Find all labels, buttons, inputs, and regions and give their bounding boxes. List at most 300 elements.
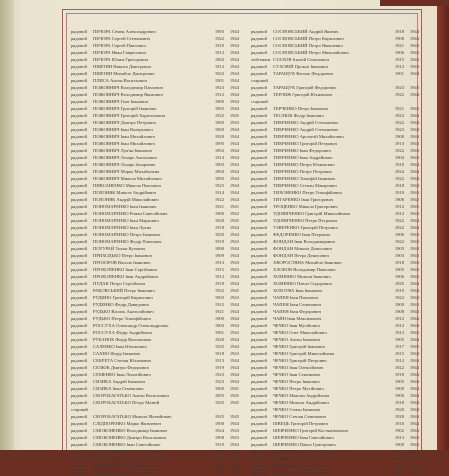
death-year: 1943	[229, 428, 239, 433]
person-name: ПЛИСА Антон Васильович	[93, 78, 147, 83]
death-year: 1944	[229, 50, 239, 55]
rank-label: рядовой	[71, 71, 87, 76]
birth-year: 1905	[394, 267, 404, 272]
birth-year: 1918	[394, 29, 404, 34]
list-item	[251, 322, 419, 329]
rank-label: рядовой	[71, 456, 87, 461]
death-year: 1944	[229, 379, 239, 384]
person-name: СИЗИКА Андрій Іванович	[93, 379, 146, 384]
birth-year: 1922	[394, 295, 404, 300]
person-name: ФЕДОРЕНКО Іван Петрович	[273, 232, 331, 237]
rank-label: рядовой	[251, 29, 267, 34]
birth-year: 1918	[214, 351, 224, 356]
list-item	[71, 126, 239, 133]
person-name: ТИМЧЕНКО Григорій Петрович	[273, 141, 338, 146]
death-year: 1944	[409, 400, 419, 405]
birth-year: 1922	[214, 36, 224, 41]
person-name: ШИНКО Михайло Іванович	[273, 470, 329, 475]
death-year: 1944	[409, 421, 419, 426]
list-item	[71, 287, 239, 294]
birth-year: 1895	[214, 106, 224, 111]
rank-label: рядовой	[71, 155, 87, 160]
birth-year: 1911	[214, 456, 224, 461]
birth-year: 1922	[394, 218, 404, 223]
death-year: 1943	[409, 435, 419, 440]
list-item	[251, 280, 419, 287]
rank-label: рядовой	[71, 351, 87, 356]
birth-year: 1919	[214, 442, 224, 447]
rank-label: рядовой	[71, 302, 87, 307]
death-year: 1944	[409, 295, 419, 300]
rank-label: рядовой	[251, 358, 267, 363]
list-item	[251, 119, 419, 126]
list-item	[71, 469, 239, 476]
birth-year: 1908	[394, 309, 404, 314]
death-year: 1943	[229, 239, 239, 244]
rank-label: рядовой	[251, 449, 267, 454]
list-item	[71, 70, 239, 77]
birth-year	[211, 406, 224, 413]
list-item	[71, 105, 239, 112]
person-name: ЧАПЕН Іван Федорович	[273, 309, 321, 314]
death-year: 1944	[229, 36, 239, 41]
person-name: ПОЖОВНИЧ Гнат Іванович	[93, 99, 149, 104]
person-name: ШВЕЦЬ Григорій Петрович	[273, 421, 328, 426]
person-name: СМОКОНЕНКО Дмитро Васильович	[93, 435, 167, 440]
rank-label: рядовой	[251, 407, 267, 412]
person-name: СКОРОБАГАТЬКО Микола Матвійович	[93, 414, 172, 419]
birth-year: 1920	[214, 134, 224, 139]
rank-label: рядовой	[71, 274, 87, 279]
list-item	[251, 49, 419, 56]
book-binding-top	[380, 0, 449, 6]
rank-label: рядовой	[251, 316, 267, 321]
birth-year: 1922	[214, 197, 224, 202]
rank-label: рядовой	[71, 127, 87, 132]
list-item	[251, 252, 419, 259]
person-name: ФОНДАН Микола Денисович	[273, 246, 332, 251]
person-name: ХЛОКОВ Володимир Павлович	[273, 267, 336, 272]
death-year: 1942	[409, 302, 419, 307]
person-name	[273, 77, 391, 84]
list-item	[251, 364, 419, 371]
person-name: ПРОКОПЕНКО Іван Андрійович	[93, 274, 159, 279]
person-name: ШИНКО Іван Тимофійович	[273, 463, 328, 468]
rank-label: рядовой	[251, 435, 267, 440]
list-item	[71, 224, 239, 231]
rank-label: рядовой	[71, 393, 87, 398]
birth-year: 1903	[394, 253, 404, 258]
rank-label: рядовой	[71, 400, 87, 405]
rank-label: рядовой	[71, 148, 87, 153]
rank-label: рядовой	[71, 57, 87, 62]
death-year: 1944	[409, 120, 419, 125]
rank-label: рядовой	[71, 197, 87, 202]
person-name: ПОЖОВНИЧ Микола Михайлович	[93, 176, 162, 181]
list-item	[251, 406, 419, 413]
birth-year: 1900	[394, 134, 404, 139]
death-year: 1944	[409, 386, 419, 391]
rank-label: рядовой	[71, 288, 87, 293]
rank-label: рядовой	[251, 442, 267, 447]
rank-label: рядовой	[71, 218, 87, 223]
death-year: 1943	[409, 239, 419, 244]
death-year: 1943	[409, 456, 419, 461]
birth-year: 1912	[394, 204, 404, 209]
rank-label: рядовой	[251, 176, 267, 181]
list-item	[71, 35, 239, 42]
person-name: ПЕЧОРА Юхим Григорович	[93, 57, 149, 62]
death-year: 1942	[229, 211, 239, 216]
person-name: ПЕЧОРА Иван Гаврилович	[93, 50, 146, 55]
person-name: СОСНОВСЬКИЙ Петро Кирилович	[273, 36, 344, 41]
list-item	[251, 455, 419, 462]
birth-year: 1906	[394, 50, 404, 55]
death-year: 1945	[409, 344, 419, 349]
birth-year: 1900	[394, 386, 404, 391]
death-year: 1943	[409, 442, 419, 447]
rank-label: рядовой	[251, 225, 267, 230]
death-year: 1944	[409, 337, 419, 342]
list-item	[251, 28, 419, 35]
birth-year: 1915	[394, 57, 404, 62]
birth-year	[391, 77, 404, 84]
list-item	[251, 98, 419, 105]
birth-year: 1906	[394, 274, 404, 279]
person-name: ЧЕЧКО Семен Іванович	[273, 407, 321, 412]
rank-label: рядовой	[71, 183, 87, 188]
birth-year: 1900	[214, 99, 224, 104]
person-name: ПОЖОВНИЧ Іван Михайлович	[93, 141, 155, 146]
birth-year: 1913	[214, 260, 224, 265]
list-item	[251, 413, 419, 420]
birth-year: 1904	[394, 155, 404, 160]
person-name: УЗВЕРЕНКО Григорій Петрович	[273, 225, 338, 230]
death-year: 1944	[229, 337, 239, 342]
death-year: 1945	[229, 113, 239, 118]
person-name: ПРОЗОРОВ Василь Іванович	[93, 260, 151, 265]
birth-year: 1925	[214, 344, 224, 349]
birth-year: 1918	[394, 260, 404, 265]
birth-year: 1925	[394, 281, 404, 286]
list-item	[71, 140, 239, 147]
birth-year: 1923	[214, 71, 224, 76]
list-item	[71, 462, 239, 469]
death-year: 1944	[409, 365, 419, 370]
person-name: ПОЖОВНИЧ Григорій Іванович	[93, 106, 157, 111]
birth-year: 1900	[214, 386, 224, 391]
person-name: ПИВСАНЕНКО Микола Павлович	[93, 183, 161, 188]
list-item	[251, 469, 419, 476]
birth-year: 1913	[214, 50, 224, 55]
person-name: РУДЕНКО Федір Давидович	[93, 302, 149, 307]
death-year: 1941	[229, 204, 239, 209]
rank-label: рядовой	[71, 414, 87, 419]
list-item	[251, 161, 419, 168]
list-item	[71, 84, 239, 91]
birth-year: 1922	[394, 148, 404, 153]
birth-year: 1903	[394, 470, 404, 475]
list-item	[251, 266, 419, 273]
rank-label: рядовой	[71, 386, 87, 391]
death-year: 1944	[229, 344, 239, 349]
person-name: ЧЕЧКО Степан Семенович	[273, 414, 327, 419]
list-item	[251, 462, 419, 469]
person-name: ЧАЙН Іван Максимович	[273, 316, 322, 321]
death-year: 1944	[229, 225, 239, 230]
rank-label: рядовой	[251, 372, 267, 377]
death-year: 1944	[229, 106, 239, 111]
rank-label: рядовой	[251, 393, 267, 398]
death-year: 1942	[409, 197, 419, 202]
rank-label: рядовой	[251, 246, 267, 251]
person-name: ЧЕЧКО Олег Миколайович	[273, 330, 327, 335]
birth-year: 1890	[214, 246, 224, 251]
death-year: 1944	[229, 246, 239, 251]
list-item	[251, 434, 419, 441]
rank-label: рядовой	[251, 204, 267, 209]
person-name: РОССУХА Федір Андрійович	[93, 330, 153, 335]
person-name: ПЕЧОРА Сергей Степанович	[93, 36, 151, 41]
person-name: ПОНОМАРЕНКО Роман Савелійович	[93, 211, 168, 216]
list-item	[251, 196, 419, 203]
birth-year: 1924	[394, 169, 404, 174]
rank-label: рядовой	[251, 169, 267, 174]
rank-label: рядовой	[71, 120, 87, 125]
person-name: ЧЕЧКО Микола Андрійович	[273, 400, 329, 405]
birth-year: 1922	[394, 92, 404, 97]
death-year: 1944	[409, 407, 419, 412]
birth-year: 1923	[394, 113, 404, 118]
rank-label: рядовой	[71, 330, 87, 335]
birth-year: 1895	[214, 393, 224, 398]
rank-label: рядовой	[71, 78, 87, 83]
page-inner-border	[66, 13, 419, 475]
death-year: 1943	[229, 351, 239, 356]
death-year: 1944	[409, 246, 419, 251]
person-name: САЛЕНКО Іван Юхимович	[93, 344, 147, 349]
rank-label: рядовой	[251, 183, 267, 188]
birth-year: 1912	[394, 323, 404, 328]
list-item	[251, 273, 419, 280]
person-name: ШИНКАРЕНКО Петро Семенович	[273, 449, 342, 454]
list-item	[251, 399, 419, 406]
birth-year: 1918	[214, 225, 224, 230]
death-year: 1945	[229, 463, 239, 468]
death-year: 1944	[409, 169, 419, 174]
list-item	[251, 203, 419, 210]
list-item	[251, 427, 419, 434]
list-item	[71, 77, 239, 84]
person-name	[93, 406, 211, 413]
death-year: 1944	[229, 29, 239, 34]
birth-year: 1905	[394, 246, 404, 251]
death-year: 1944	[229, 57, 239, 62]
rank-label: рядовой	[71, 176, 87, 181]
list-item	[71, 399, 239, 406]
list-item	[71, 392, 239, 399]
list-item	[251, 308, 419, 315]
list-item	[251, 140, 419, 147]
birth-year: 1920	[214, 449, 224, 454]
person-name: ТЕРЧЕНКО Петро Іванович	[273, 106, 329, 111]
person-name: ПОЛОНЯК Андрій Миколайович	[93, 197, 159, 202]
birth-year: 1918	[394, 400, 404, 405]
person-name: ЧЕЧКО Григорій Петрович	[273, 358, 327, 363]
list-item	[251, 392, 419, 399]
birth-year: 1915	[214, 267, 224, 272]
birth-year: 1910	[394, 190, 404, 195]
person-name: ЧЕЧКО Григорій Миколайович	[273, 351, 335, 356]
list-item	[71, 455, 239, 462]
person-name: ЧЕЧКО Григорій Іванович	[273, 344, 325, 349]
birth-year: 1920	[214, 337, 224, 342]
list-item	[71, 301, 239, 308]
death-year: 1945	[409, 85, 419, 90]
death-year: 1943	[409, 470, 419, 475]
birth-year: 1918	[394, 372, 404, 377]
death-year: 1943	[409, 141, 419, 146]
list-item	[71, 364, 239, 371]
rank-label: рядовой	[251, 36, 267, 41]
death-year: 1944	[229, 92, 239, 97]
death-year: 1944	[229, 281, 239, 286]
rank-label: рядовой	[251, 330, 267, 335]
rank-label: рядовой	[71, 316, 87, 321]
death-year: 1945	[229, 414, 239, 419]
death-year: 1944	[229, 169, 239, 174]
death-year: 1944	[409, 127, 419, 132]
rank-label: рядовой	[251, 120, 267, 125]
rank-label: рядовой	[71, 260, 87, 265]
death-year: 1944	[409, 92, 419, 97]
list-item	[251, 294, 419, 301]
death-year: 1942	[229, 330, 239, 335]
birth-year: 1909	[214, 253, 224, 258]
list-item	[251, 175, 419, 182]
rank-label: рядовой	[71, 29, 87, 34]
death-year: 1943	[409, 267, 419, 272]
rank-label: рядовой	[251, 463, 267, 468]
rank-label: рядовой	[71, 232, 87, 237]
birth-year: 1923	[214, 372, 224, 377]
death-year: 1944	[409, 316, 419, 321]
rank-label: рядовой	[251, 337, 267, 342]
list-item	[251, 42, 419, 49]
birth-year: 1922	[394, 120, 404, 125]
person-name: СМОКОНЕНКО Іван Савелійович	[93, 442, 161, 447]
death-year: 1945	[229, 400, 239, 405]
death-year: 1944	[229, 85, 239, 90]
list-item	[71, 448, 239, 455]
rank-label: рядовой	[71, 253, 87, 258]
birth-year: 1920	[394, 407, 404, 412]
birth-year: 1914	[214, 190, 224, 195]
rank-label: рядовой	[71, 442, 87, 447]
birth-year: 1900	[214, 421, 224, 426]
birth-year: 1901	[214, 78, 224, 83]
list-item	[251, 378, 419, 385]
death-year: 1944	[409, 36, 419, 41]
rank-label: рядовой	[251, 141, 267, 146]
list-item	[251, 343, 419, 350]
list-item	[251, 70, 419, 77]
rank-label: рядовой	[71, 239, 87, 244]
person-name: ШИНКО Іван Олексійович	[273, 456, 326, 461]
birth-year: 1921	[214, 463, 224, 468]
person-name: ШЕВЧЕНКО Григорій Костянтинович	[273, 428, 349, 433]
death-year: 1944	[409, 225, 419, 230]
birth-year: 1905	[214, 29, 224, 34]
rank-label: рядовой	[251, 421, 267, 426]
birth-year: 1920	[214, 232, 224, 237]
person-name: РУБАНОК Федір Васильович	[93, 337, 152, 342]
list-item	[251, 154, 419, 161]
rank-label: рядовой	[251, 365, 267, 370]
death-year: 1944	[229, 148, 239, 153]
rank-label: рядовой	[71, 204, 87, 209]
birth-year: 1912	[394, 316, 404, 321]
rank-label: рядовой	[251, 400, 267, 405]
person-name: СЕЛЮК Дмитро Федорович	[93, 365, 149, 370]
rank-label: рядовой	[71, 379, 87, 384]
list-item	[251, 357, 419, 364]
rank-label: рядовой	[251, 71, 267, 76]
death-year: 1944	[229, 183, 239, 188]
list-item	[251, 301, 419, 308]
death-year: 1944	[409, 183, 419, 188]
birth-year: 1920	[214, 218, 224, 223]
birth-year: 1922	[394, 176, 404, 181]
list-item	[71, 196, 239, 203]
person-name: ЧЕЧКО Іван Мусійович	[273, 323, 320, 328]
list-item	[251, 231, 419, 238]
person-name: ТЕСЛЮК Федір Іванович	[273, 113, 324, 118]
list-item	[71, 210, 239, 217]
birth-year: 1903	[214, 295, 224, 300]
person-name: ХОХОТВА Іван Іванович	[273, 288, 323, 293]
rank-label: рядовой	[71, 190, 87, 195]
list-item	[71, 56, 239, 63]
list-item	[71, 343, 239, 350]
birth-year: 1905	[394, 379, 404, 384]
rank-label: рядовой	[71, 281, 87, 286]
list-item	[251, 182, 419, 189]
birth-year: 1921	[394, 43, 404, 48]
birth-year: 1910	[214, 43, 224, 48]
death-year: 1945	[229, 218, 239, 223]
rank-label: рядовой	[251, 302, 267, 307]
death-year: 1944	[409, 162, 419, 167]
birth-year: 1925	[214, 183, 224, 188]
birth-year: 1913	[214, 358, 224, 363]
list-item	[71, 434, 239, 441]
birth-year: 1912	[394, 211, 404, 216]
birth-year: 1921	[214, 204, 224, 209]
list-item	[251, 224, 419, 231]
person-name: СМОКОНЕНКО Володимир Іванович	[93, 428, 168, 433]
list-item	[71, 273, 239, 280]
death-year: 1944	[229, 190, 239, 195]
list-item	[251, 287, 419, 294]
rank-label: рядовой	[71, 85, 87, 90]
rank-label: старший	[251, 78, 268, 83]
rank-label: рядовой	[251, 43, 267, 48]
birth-year: 1919	[394, 288, 404, 293]
death-year: 1944	[409, 134, 419, 139]
death-year: 1944	[229, 99, 239, 104]
rank-label: рядовой	[251, 274, 267, 279]
